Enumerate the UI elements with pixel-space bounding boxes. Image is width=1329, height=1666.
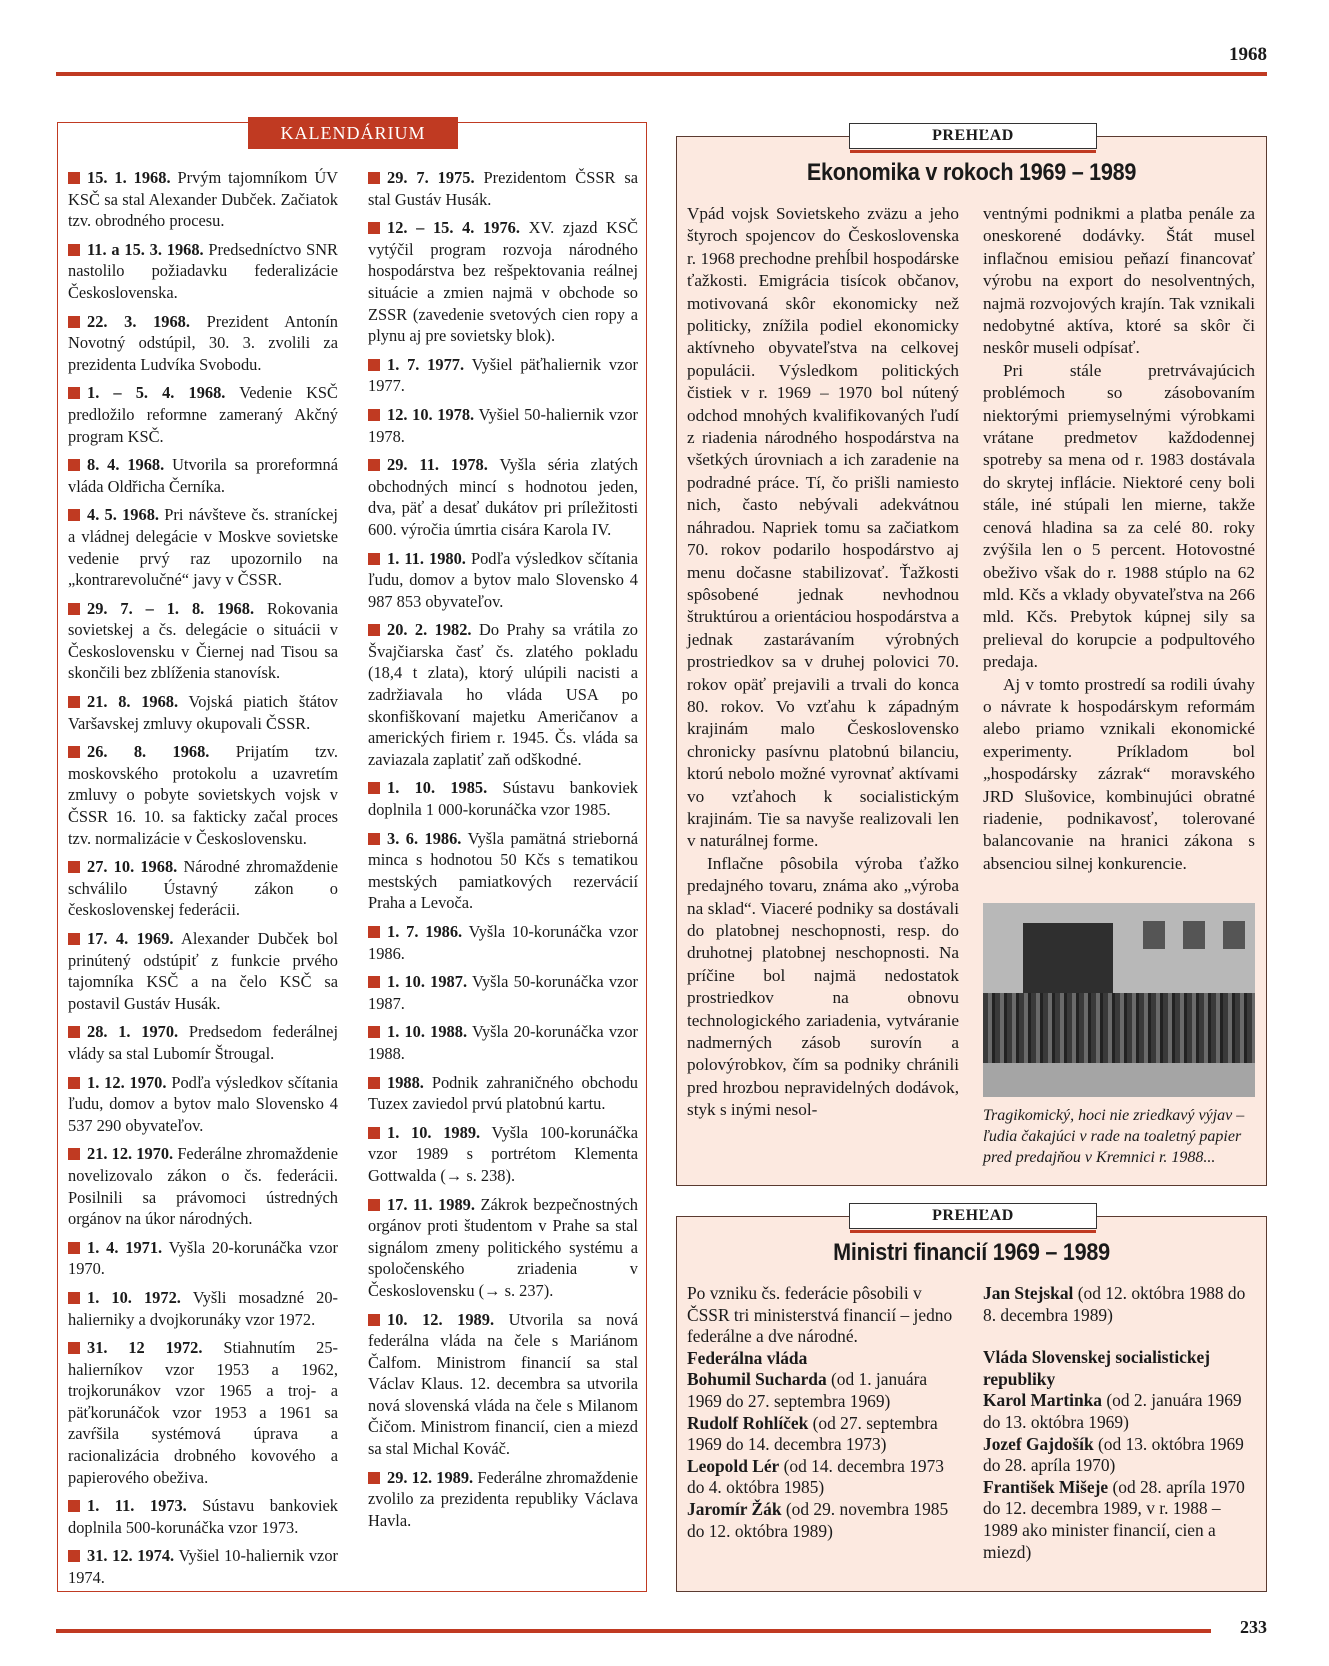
kalendarium-entry <box>68 454 338 497</box>
bullet-square-icon <box>368 172 380 184</box>
bullet-square-icon <box>368 1472 380 1484</box>
paragraph: Vpád vojsk Sovietskeho zväzu a jeho štyroch spojencov do Československa r. 1968 prechodne prehĺbil hospodárske ťažkosti. Emigrácia tisícok občanov, motivovaná skôr ekonomicky než politicky, znížila podiel ekonomicky aktívneho obyvateľstva na celkovej populácii. Výsledkom politických čistiek v r. 1969 – 1970 bol nútený odchod mnohých kvalifikovaných ľudí z riadenia národného hospodárstva na všetkých úrovniach a ich zaradenie na podradné práce. Tí, čo prišli namiesto nich, často nebývali adekvátnou náhradou. Napriek tomu sa začiatkom 70. rokov podarilo hospodárstvo aj menu dočasne stabilizovať. Ťažkosti spôsobené jednak nevhodnou štruktúrou a orientáciou hospodárstva a jednak zastarávaním výrobných prostriedkov sa v druhej polovici 70. rokov opäť prejavili a trvali do konca 80. rokov. Vo vzťahu k západným krajinám malo Československo chronicky pasívnu platobnú bilanciu, ktorú nebolo možné vyrovnať aktívami vo vzťahoch k socialistickým krajinám. Tie sa navyše realizovali len v naturálnej forme. <box>687 204 959 851</box>
bullet-square-icon <box>368 1314 380 1326</box>
kalendarium-entry <box>68 598 338 684</box>
entry-text: Rokovania sovietskej a čs. delegácie o situácii v Československu v Čiernej nad Tisou sa skončili bez zblíženia stanovísk. <box>68 598 338 683</box>
minister-name: Jozef Gajdošík <box>983 1433 1094 1454</box>
entry-date: 1. 11. 1973. <box>87 1496 187 1516</box>
kalendarium-entry <box>368 921 638 964</box>
entry-text: Vyšiel 50-haliernik vzor 1978. <box>368 404 638 446</box>
entry-date: 3. 6. 1986. <box>387 828 462 848</box>
entry-date: 11. a 15. 3. 1968. <box>87 239 204 259</box>
entry-date: 28. 1. 1970. <box>87 1022 179 1042</box>
entry-text: Vedenie KSČ predložilo reformne zameraný Akčný program KSČ. <box>68 383 338 446</box>
entry-text: Prijatím tzv. moskovského protokolu a uzavretím zmluvy o pobyte sovietskych vojsk v ČSSR 16. 10. sa fakticky začal proces tzv. normalizácie v Československu. <box>68 742 338 848</box>
kalendarium-entry <box>368 1021 638 1064</box>
bullet-square-icon <box>68 1077 80 1089</box>
kalendarium-title: KALENDÁRIUM <box>248 117 458 149</box>
minister-entry <box>687 1413 959 1456</box>
bullet-square-icon <box>368 1127 380 1139</box>
ministers-intro: Po vzniku čs. federácie pôsobili v ČSSR tri ministerstvá financií – jedno federálne a dve národné. <box>687 1283 953 1347</box>
entry-text: Federálne zhromaždenie zvolilo za prezidenta republiky Václava Havla. <box>368 1467 638 1530</box>
kalendarium-entry <box>68 1495 338 1538</box>
top-rule <box>56 72 1267 76</box>
bullet-square-icon <box>68 1292 80 1304</box>
bullet-square-icon <box>68 1550 80 1562</box>
bullet-square-icon <box>368 222 380 234</box>
entry-text: Stiahnutím 25-halierníkov vzor 1953 a 1962, trojkorunákov vzor 1965 a troj- a päťkorunáčok vzor 1953 a 1961 sa zavŕšila systémová úprava a racionalizácia drobného kovového a papierového obeživa. <box>68 1338 338 1487</box>
kalendarium-entry <box>68 167 338 232</box>
minister-term: (od 2. januára 1969 do 13. októbra 1969) <box>983 1390 1242 1432</box>
minister-term: (od 29. novembra 1985 do 12. októbra 1989) <box>687 1498 949 1541</box>
kalendarium-entry <box>368 1122 638 1187</box>
entry-date: 10. 12. 1989. <box>387 1309 495 1329</box>
kalendarium-entry <box>368 217 638 347</box>
entry-date: 29. 7. – 1. 8. 1968. <box>87 598 255 618</box>
minister-name: Jan Stejskal <box>983 1283 1074 1303</box>
bullet-square-icon <box>68 1026 80 1038</box>
kalendarium-entry <box>68 504 338 590</box>
kalendarium-entry <box>68 1021 338 1064</box>
paragraph: ventnými podnikmi a platba penále za oneskorené dodávky. Štát musel inflačnou emisiou peňazí financovať výrobu na export do nesolventných, najmä rozvojových krajín. Tak vznikali nedobytné aktíva, ktoré sa skôr či neskôr museli odpísať. <box>983 204 1255 358</box>
entry-date: 1. 10. 1987. <box>387 972 468 992</box>
kalendarium-entry <box>368 1309 638 1460</box>
entry-text: Prezidentom ČSSR sa stal Gustáv Husák. <box>368 168 638 209</box>
entry-date: 1. 7. 1977. <box>387 354 465 374</box>
minister-name: Rudolf Rohlíček <box>687 1412 809 1433</box>
slovak-heading: Vláda Slovenskej socialistickej republiky <box>983 1347 1211 1389</box>
kalendarium-entry <box>368 454 638 540</box>
entry-text: Vyšla séria zlatých obchodných mincí s hodnotou jeden, dva, päť a desať dukátov pri príležitosti 600. výročia úmrtia cisára Karola IV. <box>368 455 638 539</box>
kalendarium-entry <box>68 1337 338 1488</box>
kalendarium-entry <box>368 1467 638 1532</box>
kalendarium-entry <box>68 382 338 447</box>
entry-text: Vyšla 100-korunáčka vzor 1989 s portrétom Klementa Gottwalda (→ s. 238). <box>368 1122 638 1185</box>
ministers-left <box>687 1283 959 1542</box>
bullet-square-icon <box>368 1026 380 1038</box>
entry-date: 1. 4. 1971. <box>87 1237 163 1257</box>
economy-text-right <box>983 203 1255 875</box>
entry-text: Vyšla 20-korunáčka vzor 1970. <box>68 1237 338 1279</box>
bullet-square-icon <box>68 696 80 708</box>
minister-entry <box>687 1369 959 1412</box>
entry-text: XV. zjazd KSČ vytýčil program rozvoja národného hospodárstva bez rešpektovania reálnej situácie a zmien najmä v obchode so ZSSR (zavedenie svetových cien ropy a plynu aj pre sovietsky blok). <box>368 218 639 346</box>
kalendarium-entry <box>368 777 638 820</box>
bullet-square-icon <box>68 172 80 184</box>
kalendarium-entry <box>68 1143 338 1229</box>
entry-date: 29. 11. 1978. <box>387 455 488 475</box>
entry-text: Federálne zhromaždenie novelizovalo zákon o čs. federácii. Posilnili sa právomoci ústredných orgánov na úkor národných. <box>68 1144 338 1229</box>
bullet-square-icon <box>368 624 380 636</box>
economy-text-left <box>687 203 959 1122</box>
minister-name: Karol Martinka <box>983 1390 1102 1411</box>
bullet-square-icon <box>368 782 380 794</box>
photo-caption: Tragikomický, hoci nie zriedkavý výjav – ľudia čakajúci v rade na toaletný papier pred predajňou v Kremnici r. 1988... <box>983 1107 1245 1166</box>
economy-title: Ekonomika v rokoch 1969 – 1989 <box>806 159 1137 186</box>
entry-date: 1. 10. 1985. <box>387 778 488 798</box>
minister-entry <box>983 1477 1255 1563</box>
bullet-square-icon <box>68 1342 80 1354</box>
paragraph: Aj v tomto prostredí sa rodili úvahy o návrate k hospodárskym reformám alebo priamo vznikali ekonomické experimenty. Príkladom bol „hospodársky zázrak“ moravského JRD Slušovice, kombinujúci obratné riadenie, podnikavosť, tolerované balancovanie na hranici zákona s absenciou silnej konkurencie. <box>983 674 1255 873</box>
entry-date: 1. – 5. 4. 1968. <box>87 383 226 403</box>
bullet-square-icon <box>68 1500 80 1512</box>
queue-photo <box>983 903 1255 1097</box>
federal-heading: Federálna vláda <box>687 1347 808 1368</box>
entry-text: Alexander Dubček bol prinútený odstúpiť z funkcie prvého tajomníka KSČ a na čelo KSČ sa postavil Gustáv Husák. <box>68 929 338 1013</box>
bullet-square-icon <box>68 459 80 471</box>
kalendarium-box <box>57 122 647 1592</box>
entry-date: 1. 10. 1972. <box>87 1287 181 1307</box>
kalendarium-entry <box>68 1072 338 1137</box>
entry-text: Utvorila sa nová federálna vláda na čele s Mariánom Čalfom. Ministrom financií sa stal Václav Klaus. 12. decembra sa utvorila nová slovenská vláda na čele s Milanom Čičom. Ministrom financií, cien a miezd sa stal Michal Kováč. <box>368 1309 638 1459</box>
bullet-square-icon <box>368 926 380 938</box>
entry-text: Sústavu bankoviek doplnila 500-korunáčka vzor 1973. <box>68 1496 338 1537</box>
bullet-square-icon <box>368 1077 380 1089</box>
entry-text: Podľa výsledkov sčítania ľudu, domov a bytov malo Slovensko 4 987 853 obyvateľov. <box>368 548 639 611</box>
bottom-rule <box>56 1629 1211 1633</box>
entry-text: Vyšli mosadzné 20-halierniky a dvojkorunáky vzor 1972. <box>68 1287 338 1329</box>
entry-date: 12. – 15. 4. 1976. <box>387 218 520 238</box>
entry-date: 20. 2. 1982. <box>387 620 472 640</box>
kalendarium-entry <box>68 691 338 734</box>
bullet-square-icon <box>68 316 80 328</box>
kalendarium-entry <box>368 1194 638 1302</box>
minister-name: František Mišeje <box>983 1476 1109 1497</box>
prehlad-tag: PREHĽAD <box>849 123 1097 149</box>
entry-text: Utvorila sa proreformná vláda Oldřicha Černíka. <box>68 455 338 496</box>
kalendarium-entry <box>368 167 638 210</box>
minister-entry <box>983 1434 1255 1477</box>
minister-entry <box>983 1283 1255 1326</box>
kalendarium-entry <box>368 971 638 1014</box>
entry-text: Národné zhromaždenie schválilo Ústavný zákon o československej federácii. <box>68 857 338 920</box>
bullet-square-icon <box>368 359 380 371</box>
entry-text: Vyšla 50-korunáčka vzor 1987. <box>368 972 638 1013</box>
federal-list <box>687 1369 959 1542</box>
minister-term: (od 27. septembra 1969 do 14. decembra 1973) <box>687 1412 938 1455</box>
kalendarium-column-2 <box>368 167 638 1538</box>
entry-date: 1. 10. 1989. <box>387 1122 481 1142</box>
bullet-square-icon <box>68 387 80 399</box>
bullet-square-icon <box>368 459 380 471</box>
bullet-square-icon <box>68 746 80 758</box>
kalendarium-entry <box>68 1287 338 1330</box>
entry-text: Zákrok bezpečnostných orgánov proti študentom v Prahe sa stal signálom zmeny politického systému a spoločenského zriadenia v Československu (→ s. 237). <box>368 1194 638 1300</box>
bullet-square-icon <box>68 244 80 256</box>
entry-text: Podnik zahraničného obchodu Tuzex zaviedol prvú platobnú kartu. <box>368 1072 638 1114</box>
kalendarium-entry <box>368 548 638 613</box>
entry-date: 8. 4. 1968. <box>87 455 165 475</box>
entry-date: 4. 5. 1968. <box>87 505 159 525</box>
ministers-right <box>983 1283 1255 1563</box>
kalendarium-entry <box>68 741 338 849</box>
entry-text: Podľa výsledkov sčítania ľudu, domov a bytov malo Slovensko 4 537 290 obyvateľov. <box>68 1072 338 1135</box>
entry-text: Prezident Antonín Novotný odstúpil, 30. 3. zvolili za prezidenta Ludvíka Svobodu. <box>68 311 338 374</box>
entry-date: 15. 1. 1968. <box>87 168 171 187</box>
kalendarium-entry <box>68 928 338 1014</box>
entry-text: Vyšiel päťhaliernik vzor 1977. <box>368 354 638 396</box>
bullet-square-icon <box>68 509 80 521</box>
kalendarium-entry <box>68 856 338 921</box>
entry-date: 17. 4. 1969. <box>87 929 174 948</box>
kalendarium-entry <box>368 828 638 914</box>
entry-text: Sústavu bankoviek doplnila 1 000-korunáčka vzor 1985. <box>368 778 638 820</box>
bullet-square-icon <box>368 553 380 565</box>
minister-term: (od 13. októbra 1969 do 28. apríla 1970) <box>983 1433 1244 1476</box>
paragraph: Pri stále pretrvávajúcich problémoch so zásobovaním niektorými priemyselnými výrobkami vrátane predmetov každodennej spotreby sa mena od r. 1983 dostávala do skrytej inflácie. Niektoré ceny boli stále, iné stúpali len mierne, takže cenová hladina sa za celé 80. roky zvýšila len o 5 percent. Hotovostné obeživo však do r. 1988 stúplo na 62 mld. Kčs a vklady obyvateľstva na 266 mld. Kčs. Prebytok kúpnej sily sa prelieval do korupcie a podpultového predaja. <box>983 360 1255 672</box>
entry-text: Predsedníctvo SNR nastolilo požiadavku federalizácie Československa. <box>68 239 338 302</box>
bullet-square-icon <box>68 1242 80 1254</box>
entry-text: Do Prahy sa vrátila zo Švajčiarska časť čs. zlatého pokladu (18,4 t zlata), ktorý ulúpili nacisti a zadržiavala ho vláda USA po skonfiškovaní majetku Američanov a amerických firiem r. 1945. Čs. vláda sa zaviazala zaplatiť zaň odškodné. <box>368 620 638 769</box>
kalendarium-entry <box>68 1237 338 1280</box>
entry-date: 21. 8. 1968. <box>87 692 179 712</box>
entry-date: 1. 11. 1980. <box>387 548 466 568</box>
minister-entry <box>687 1456 959 1499</box>
entry-date: 29. 7. 1975. <box>387 168 475 187</box>
entry-date: 26. 8. 1968. <box>87 742 210 762</box>
entry-text: Vojská piatich štátov Varšavskej zmluvy okupovali ČSSR. <box>68 692 338 733</box>
entry-date: 1. 12. 1970. <box>87 1072 167 1092</box>
bullet-square-icon <box>68 861 80 873</box>
minister-term: (od 1. januára 1969 do 27. septembra 1969) <box>687 1369 928 1411</box>
kalendarium-entry <box>368 1072 638 1115</box>
entry-date: 22. 3. 1968. <box>87 311 190 331</box>
kalendarium-entry <box>368 619 638 770</box>
entry-date: 21. 12. 1970. <box>87 1144 174 1164</box>
minister-entry <box>687 1499 959 1542</box>
kalendarium-entry <box>68 1545 338 1588</box>
minister-term: (od 12. októbra 1988 do 8. decembra 1989) <box>983 1283 1246 1325</box>
bullet-square-icon <box>368 833 380 845</box>
header-year: 1968 <box>1229 44 1267 65</box>
minister-name: Leopold Lér <box>687 1455 780 1476</box>
kalendarium-entry <box>368 404 638 447</box>
entry-date: 12. 10. 1978. <box>387 404 475 424</box>
entry-text: Vyšla pamätná strieborná minca s hodnotou 50 Kčs s tematikou mestských pamiatkových rezervácií Praha a Levoča. <box>368 828 638 913</box>
prehlad-tag: PREHĽAD <box>849 1203 1097 1229</box>
slovak-list <box>983 1390 1255 1563</box>
entry-date: 1988. <box>387 1072 424 1092</box>
entry-text: Pri návšteve čs. straníckej a vládnej delegácie v Moskve sovietske vedenie prvý raz upozornilo na „kontrarevolučné“ javy v ČSSR. <box>68 505 338 590</box>
entry-date: 1. 7. 1986. <box>387 922 463 941</box>
kalendarium-entry <box>68 239 338 304</box>
entry-date: 1. 10. 1988. <box>387 1022 468 1042</box>
paragraph: Inflačne pôsobila výroba ťažko predajného tovaru, známa ako „výroba na sklad“. Viaceré podniky sa dostávali do platobnej neschopnosti, resp. do druhotnej platobnej neschopnosti. Na príčine bol najmä nedostatok prostriedkov na obnovu technologického zariadenia, vytváranie nadmerných zásob surovín a polovýrobkov, čím sa podniky chránili pred hrozbou nepravidelných dodávok, styk s inými nesol- <box>687 853 959 1120</box>
entry-date: 31. 12 1972. <box>87 1338 203 1358</box>
bullet-square-icon <box>368 409 380 421</box>
kalendarium-entry <box>68 311 338 376</box>
bullet-square-icon <box>68 933 80 945</box>
ministers-title: Ministri financií 1969 – 1989 <box>833 1239 1110 1266</box>
entry-text: Vyšla 10-korunáčka vzor 1986. <box>368 922 638 963</box>
kalendarium-entry <box>368 354 638 397</box>
entry-text: Vyšiel 10-haliernik vzor 1974. <box>68 1546 338 1588</box>
entry-date: 29. 12. 1989. <box>387 1467 474 1487</box>
kalendarium-column-1 <box>68 167 338 1596</box>
minister-term: (od 28. apríla 1970 do 12. decembra 1989, v r. 1988 – 1989 ako minister financií, cien a miezd) <box>983 1476 1245 1562</box>
entry-text: Predsedom federálnej vlády sa stal Lubomír Štrougal. <box>68 1022 339 1063</box>
bullet-square-icon <box>68 603 80 615</box>
bullet-square-icon <box>68 1148 80 1160</box>
prehlad-economy-box <box>676 127 1267 1186</box>
page-number: 233 <box>1240 1617 1267 1637</box>
entry-date: 31. 12. 1974. <box>87 1546 175 1566</box>
bullet-square-icon <box>368 1199 380 1211</box>
entry-date: 17. 11. 1989. <box>387 1194 475 1214</box>
minister-entry <box>983 1390 1255 1433</box>
minister-name: Jaromír Žák <box>687 1498 782 1519</box>
entry-text: Vyšla 20-korunáčka vzor 1988. <box>368 1022 638 1063</box>
prehlad-ministers-box <box>676 1207 1267 1592</box>
minister-term: (od 14. decembra 1973 do 4. októbra 1985) <box>687 1455 944 1498</box>
minister-name: Bohumil Sucharda <box>687 1369 827 1390</box>
entry-text: Prvým tajomníkom ÚV KSČ sa stal Alexander Dubček. Začiatok tzv. obrodného procesu. <box>68 168 338 231</box>
bullet-square-icon <box>368 976 380 988</box>
entry-date: 27. 10. 1968. <box>87 857 178 877</box>
